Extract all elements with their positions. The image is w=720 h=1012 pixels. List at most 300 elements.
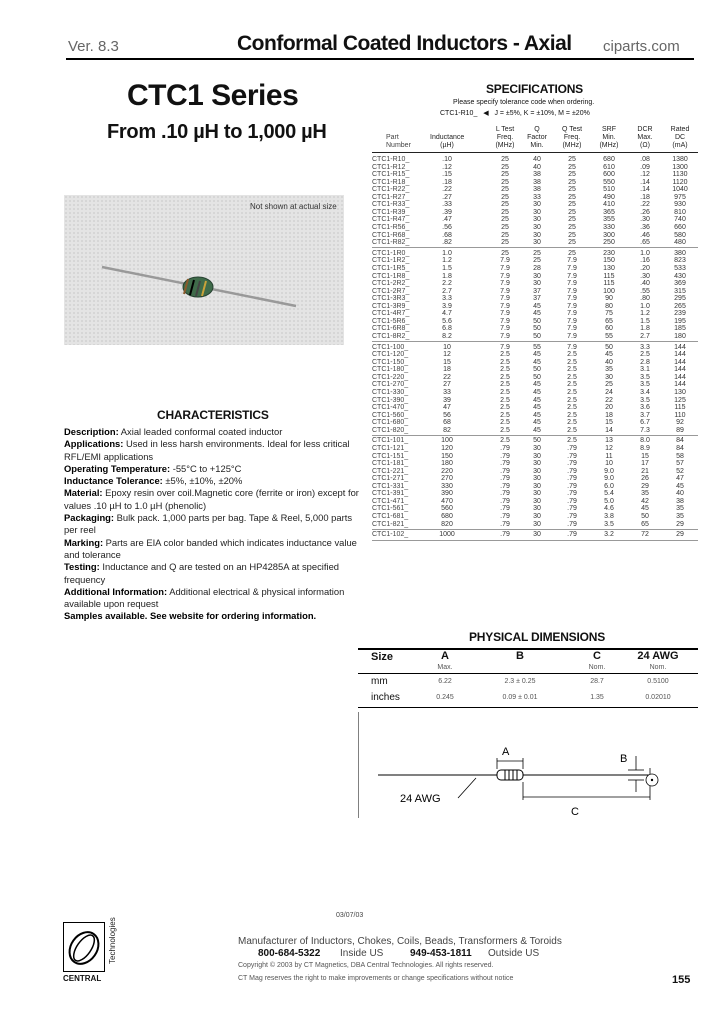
table-cell: 25 bbox=[568, 239, 576, 247]
table-cell: 1.5 bbox=[442, 264, 452, 272]
characteristic-text: Epoxy resin over coil.Magnetic core (ferrite or iron) except for values .10 µH to 1.0 µH (phenolic) bbox=[64, 487, 359, 511]
table-cell: 2.5 bbox=[567, 419, 577, 427]
part-number-cell: CTC1-680_ bbox=[372, 419, 409, 427]
table-cell: 50 bbox=[605, 343, 613, 351]
group-divider bbox=[372, 435, 698, 436]
table-cell: .12 bbox=[640, 171, 650, 179]
column-header: L Test bbox=[495, 126, 515, 133]
table-cell: 740 bbox=[674, 216, 686, 224]
table-cell: 3.2 bbox=[604, 531, 614, 539]
table-cell: 7.9 bbox=[567, 257, 577, 265]
table-cell: 33 bbox=[443, 388, 451, 396]
table-cell: .79 bbox=[567, 505, 577, 513]
table-cell: 30 bbox=[533, 208, 541, 216]
series-title: CTC1 Series bbox=[127, 79, 299, 112]
table-cell: .79 bbox=[500, 475, 510, 483]
part-number-cell: CTC1-150_ bbox=[372, 358, 409, 366]
table-cell: .79 bbox=[500, 490, 510, 498]
table-cell: 30 bbox=[533, 505, 541, 513]
table-cell: 150 bbox=[603, 257, 615, 265]
table-cell: .79 bbox=[500, 520, 510, 528]
table-cell: 25 bbox=[568, 201, 576, 209]
header-divider bbox=[66, 58, 694, 60]
table-cell: .56 bbox=[442, 224, 452, 231]
dim-a-label: A bbox=[502, 746, 510, 758]
table-cell: 2.5 bbox=[500, 396, 510, 404]
table-cell: 2.5 bbox=[640, 351, 650, 359]
table-header-rule bbox=[372, 152, 698, 153]
code-example: CTC1-R10_ bbox=[440, 110, 478, 117]
table-cell: 47 bbox=[443, 404, 451, 411]
dim-c-label: C bbox=[571, 806, 579, 818]
group-divider bbox=[372, 540, 698, 541]
table-cell: .08 bbox=[640, 156, 650, 163]
table-cell: 25 bbox=[501, 231, 509, 239]
table-cell: 7.9 bbox=[500, 310, 510, 318]
table-cell: 2.5 bbox=[500, 358, 510, 366]
dimension-column-subheader: Nom. bbox=[588, 664, 606, 671]
page-title: Conformal Coated Inductors - Axial bbox=[237, 32, 572, 55]
table-cell: .79 bbox=[567, 520, 577, 528]
table-cell: 100 bbox=[441, 437, 453, 445]
table-cell: 300 bbox=[603, 231, 615, 239]
characteristic-item bbox=[64, 561, 360, 586]
table-cell: 144 bbox=[674, 343, 686, 351]
table-cell: .39 bbox=[442, 208, 452, 216]
table-cell: 2.5 bbox=[567, 366, 577, 374]
table-cell: 2.5 bbox=[500, 411, 510, 419]
table-cell: 1300 bbox=[672, 163, 688, 171]
table-cell: 25 bbox=[533, 249, 541, 257]
table-cell: 39 bbox=[443, 396, 451, 404]
table-cell: 22 bbox=[605, 396, 613, 404]
table-cell: 24 bbox=[605, 388, 613, 396]
table-cell: 1.0 bbox=[640, 249, 650, 257]
table-cell: 30 bbox=[533, 520, 541, 528]
table-cell: 365 bbox=[603, 208, 615, 216]
column-header: (MHz) bbox=[562, 142, 582, 149]
dimension-column-header: 24 AWG bbox=[637, 650, 679, 662]
table-cell: 820 bbox=[441, 520, 453, 528]
table-cell: 25 bbox=[568, 216, 576, 224]
table-cell: 30 bbox=[533, 512, 541, 520]
table-cell: 10 bbox=[443, 343, 451, 351]
table-cell: 65 bbox=[605, 317, 613, 325]
table-cell: 380 bbox=[674, 249, 686, 257]
characteristic-label: Operating Temperature: bbox=[64, 462, 171, 474]
table-cell: 30 bbox=[533, 452, 541, 460]
table-cell: 2.5 bbox=[567, 373, 577, 381]
table-cell: 2.5 bbox=[500, 388, 510, 396]
dimension-column-header: A bbox=[441, 650, 449, 662]
table-cell: 80 bbox=[605, 302, 613, 310]
copyright-text: Copyright © 2003 by CT Magnetics, DBA Central Technologies. All rights reserved. bbox=[238, 962, 494, 969]
table-cell: 38 bbox=[676, 497, 684, 505]
part-number-cell: CTC1-R47_ bbox=[372, 216, 410, 224]
table-cell: 25 bbox=[501, 193, 509, 201]
part-number-cell: CTC1-101_ bbox=[372, 437, 409, 445]
table-cell: 40 bbox=[533, 156, 541, 163]
characteristics-list bbox=[64, 426, 360, 623]
table-cell: 11 bbox=[605, 452, 613, 460]
column-header: SRF bbox=[602, 126, 616, 133]
table-cell: 25 bbox=[568, 249, 576, 257]
part-number-cell: CTC1-390_ bbox=[372, 396, 409, 404]
characteristic-text: Used in less harsh environments. Ideal for less critical RFL/EMI applications bbox=[64, 438, 350, 462]
characteristic-item bbox=[64, 487, 360, 512]
table-cell: 2.5 bbox=[500, 381, 510, 389]
table-cell: 30 bbox=[533, 231, 541, 239]
table-cell: .33 bbox=[442, 201, 452, 209]
table-cell: 100 bbox=[603, 287, 615, 295]
table-cell: .36 bbox=[640, 224, 650, 231]
table-cell: .79 bbox=[567, 467, 577, 475]
table-cell: 45 bbox=[605, 351, 613, 359]
phone-international[interactable]: 949-453-1811 bbox=[410, 948, 472, 959]
table-cell: 7.9 bbox=[500, 295, 510, 303]
table-cell: 2.5 bbox=[500, 351, 510, 359]
table-cell: 5.0 bbox=[604, 497, 614, 505]
table-cell: 3.4 bbox=[640, 388, 650, 396]
table-cell: 144 bbox=[674, 381, 686, 389]
table-cell: 29 bbox=[641, 482, 649, 490]
part-number-cell: CTC1-R82_ bbox=[372, 239, 410, 247]
table-cell: 369 bbox=[674, 280, 686, 287]
table-cell: 7.9 bbox=[567, 295, 577, 303]
part-number-cell: CTC1-820_ bbox=[372, 426, 409, 434]
table-cell: 25 bbox=[568, 156, 576, 163]
table-cell: 30 bbox=[533, 467, 541, 475]
table-cell: 7.9 bbox=[500, 257, 510, 265]
table-cell: 30 bbox=[533, 201, 541, 209]
characteristic-item bbox=[64, 610, 360, 622]
table-cell: 1.2 bbox=[442, 257, 452, 265]
table-cell: 57 bbox=[676, 460, 684, 468]
table-cell: 510 bbox=[603, 186, 615, 194]
characteristic-text: Bulk pack. 1,000 parts per bag. Tape & Reel, 5,000 parts per reel bbox=[64, 512, 353, 536]
table-cell: 610 bbox=[603, 163, 615, 171]
group-divider bbox=[372, 529, 698, 530]
table-cell: 45 bbox=[533, 404, 541, 411]
column-header: (µH) bbox=[440, 142, 454, 149]
table-cell: 14 bbox=[605, 426, 613, 434]
table-cell: 2.7 bbox=[442, 287, 452, 295]
table-cell: .79 bbox=[567, 531, 577, 539]
part-number-cell: CTC1-2R2_ bbox=[372, 280, 410, 287]
table-cell: 180 bbox=[674, 332, 686, 340]
characteristic-text: Parts are EIA color banded which indicates inductance value and tolerance bbox=[64, 536, 357, 560]
part-number-cell: CTC1-121_ bbox=[372, 445, 409, 452]
table-cell: 45 bbox=[533, 426, 541, 434]
table-cell: 7.9 bbox=[567, 332, 577, 340]
part-number-cell: CTC1-471_ bbox=[372, 497, 409, 505]
dimensions-header-rule bbox=[358, 673, 698, 674]
wire-gauge-label: 24 AWG bbox=[400, 793, 441, 805]
table-cell: 2.5 bbox=[567, 358, 577, 366]
website-link[interactable]: ciparts.com bbox=[603, 38, 680, 55]
table-cell: 220 bbox=[441, 467, 453, 475]
table-cell: .79 bbox=[500, 505, 510, 513]
table-cell: 35 bbox=[676, 505, 684, 513]
part-number-cell: CTC1-R15_ bbox=[372, 171, 410, 179]
table-cell: 930 bbox=[674, 201, 686, 209]
table-cell: .79 bbox=[567, 460, 577, 468]
table-cell: 58 bbox=[676, 452, 684, 460]
table-cell: 50 bbox=[533, 366, 541, 374]
table-cell: 410 bbox=[603, 201, 615, 209]
column-header: Rated bbox=[670, 126, 690, 133]
characteristic-label: Additional Information: bbox=[64, 585, 168, 597]
table-cell: 2.5 bbox=[500, 437, 510, 445]
table-cell: .18 bbox=[442, 178, 452, 186]
table-cell: .79 bbox=[500, 531, 510, 539]
table-cell: 45 bbox=[533, 396, 541, 404]
table-cell: 45 bbox=[533, 388, 541, 396]
table-cell: 52 bbox=[676, 467, 684, 475]
table-cell: .80 bbox=[640, 295, 650, 303]
table-cell: 25 bbox=[568, 163, 576, 171]
characteristic-item bbox=[64, 586, 360, 611]
table-cell: .30 bbox=[640, 216, 650, 224]
table-cell: 2.5 bbox=[567, 411, 577, 419]
table-cell: 2.2 bbox=[442, 280, 452, 287]
table-cell: .79 bbox=[500, 460, 510, 468]
table-cell: 6.0 bbox=[604, 482, 614, 490]
inductor-photo-icon bbox=[64, 195, 344, 345]
part-number-cell: CTC1-270_ bbox=[372, 381, 409, 389]
characteristic-text: Inductance and Q are tested on an HP4285A at specified frequency bbox=[64, 561, 339, 585]
table-cell: 30 bbox=[533, 531, 541, 539]
central-logo-icon bbox=[63, 922, 105, 972]
part-number-cell: CTC1-R12_ bbox=[372, 163, 410, 171]
table-cell: 7.3 bbox=[640, 426, 650, 434]
phone-us[interactable]: 800-684-5322 bbox=[258, 948, 321, 959]
part-number-cell: CTC1-561_ bbox=[372, 505, 409, 513]
table-cell: 7.9 bbox=[500, 325, 510, 333]
table-cell: 120 bbox=[441, 445, 453, 452]
table-cell: 2.5 bbox=[567, 351, 577, 359]
dimension-column-subheader: Max. bbox=[437, 664, 453, 671]
table-cell: 40 bbox=[676, 490, 684, 498]
characteristic-label: Marking: bbox=[64, 536, 104, 548]
table-cell: 42 bbox=[641, 497, 649, 505]
table-cell: 7.9 bbox=[500, 287, 510, 295]
table-cell: 68 bbox=[443, 419, 451, 427]
table-cell: 239 bbox=[674, 310, 686, 318]
table-cell: 90 bbox=[605, 295, 613, 303]
part-number-cell: CTC1-R22_ bbox=[372, 186, 410, 194]
table-cell: 25 bbox=[533, 257, 541, 265]
table-cell: 56 bbox=[443, 411, 451, 419]
table-cell: 45 bbox=[533, 351, 541, 359]
table-cell: 30 bbox=[533, 490, 541, 498]
table-cell: 330 bbox=[441, 482, 453, 490]
table-cell: 30 bbox=[533, 482, 541, 490]
table-cell: .79 bbox=[500, 497, 510, 505]
table-cell: 25 bbox=[501, 178, 509, 186]
table-cell: 25 bbox=[568, 224, 576, 231]
table-cell: 6.7 bbox=[640, 419, 650, 427]
table-cell: 3.7 bbox=[640, 411, 650, 419]
table-cell: 1000 bbox=[439, 531, 455, 539]
part-number-cell: CTC1-R39_ bbox=[372, 208, 410, 216]
table-cell: 355 bbox=[603, 216, 615, 224]
table-cell: 5.4 bbox=[604, 490, 614, 498]
table-cell: 1.0 bbox=[442, 249, 452, 257]
table-cell: 72 bbox=[641, 531, 649, 539]
product-photo bbox=[64, 195, 344, 345]
table-cell: 265 bbox=[674, 302, 686, 310]
table-cell: .79 bbox=[500, 467, 510, 475]
table-cell: 92 bbox=[676, 419, 684, 427]
table-cell: 8.9 bbox=[640, 445, 650, 452]
table-cell: .16 bbox=[640, 257, 650, 265]
table-cell: .79 bbox=[500, 452, 510, 460]
table-cell: .79 bbox=[567, 452, 577, 460]
table-cell: 430 bbox=[674, 272, 686, 280]
table-cell: 390 bbox=[441, 490, 453, 498]
table-cell: 50 bbox=[533, 325, 541, 333]
table-cell: 25 bbox=[501, 216, 509, 224]
table-cell: .79 bbox=[500, 512, 510, 520]
table-cell: 2.5 bbox=[500, 373, 510, 381]
table-cell: .79 bbox=[567, 475, 577, 483]
table-cell: 84 bbox=[676, 445, 684, 452]
characteristic-item bbox=[64, 475, 360, 487]
table-cell: 75 bbox=[605, 310, 613, 318]
table-cell: 25 bbox=[568, 178, 576, 186]
table-cell: .18 bbox=[640, 193, 650, 201]
table-cell: 30 bbox=[533, 460, 541, 468]
table-cell: 2.5 bbox=[500, 366, 510, 374]
table-cell: .79 bbox=[567, 482, 577, 490]
table-cell: 29 bbox=[676, 531, 684, 539]
table-cell: 7.9 bbox=[567, 280, 577, 287]
table-cell: 7.9 bbox=[567, 343, 577, 351]
table-cell: .12 bbox=[442, 163, 452, 171]
characteristic-item bbox=[64, 463, 360, 475]
column-header: Min. bbox=[530, 142, 544, 149]
table-cell: 3.1 bbox=[640, 366, 650, 374]
table-cell: 270 bbox=[441, 475, 453, 483]
table-cell: 10 bbox=[605, 460, 613, 468]
dimension-unit: inches bbox=[371, 692, 400, 703]
table-cell: 2.5 bbox=[567, 396, 577, 404]
table-cell: 144 bbox=[674, 373, 686, 381]
column-header: (MHz) bbox=[495, 142, 515, 149]
table-cell: 490 bbox=[603, 193, 615, 201]
arrow-left-icon: ◀ bbox=[479, 110, 493, 117]
table-cell: .30 bbox=[640, 272, 650, 280]
table-cell: 30 bbox=[533, 497, 541, 505]
table-cell: 9.0 bbox=[604, 475, 614, 483]
physical-dimensions-heading: PHYSICAL DIMENSIONS bbox=[469, 630, 605, 644]
group-divider bbox=[372, 247, 698, 248]
table-cell: 15 bbox=[641, 452, 649, 460]
table-cell: 25 bbox=[501, 239, 509, 247]
table-cell: 35 bbox=[605, 366, 613, 374]
table-cell: 560 bbox=[441, 505, 453, 513]
table-cell: 230 bbox=[603, 249, 615, 257]
column-header: Q Test bbox=[561, 126, 583, 133]
table-cell: 26 bbox=[641, 475, 649, 483]
characteristic-item bbox=[64, 438, 360, 463]
part-number-cell: CTC1-102_ bbox=[372, 531, 409, 539]
table-cell: 50 bbox=[641, 512, 649, 520]
table-cell: 25 bbox=[568, 208, 576, 216]
dimension-column-header: C bbox=[593, 650, 601, 662]
table-cell: 810 bbox=[674, 208, 686, 216]
column-header: Part bbox=[386, 134, 399, 141]
table-cell: 330 bbox=[603, 224, 615, 231]
dimension-value: 0.02010 bbox=[645, 694, 671, 701]
group-divider bbox=[372, 341, 698, 342]
column-header: Number bbox=[386, 142, 411, 149]
table-cell: 7.9 bbox=[500, 280, 510, 287]
table-cell: 144 bbox=[674, 351, 686, 359]
tolerance-note: Please specify tolerance code when ordering. bbox=[453, 99, 595, 106]
table-cell: 115 bbox=[603, 280, 615, 287]
part-number-cell: CTC1-R18_ bbox=[372, 178, 410, 186]
table-cell: 27 bbox=[443, 381, 451, 389]
table-cell: 680 bbox=[603, 156, 615, 163]
table-cell: 4.6 bbox=[604, 505, 614, 513]
table-cell: 823 bbox=[674, 257, 686, 265]
part-number-cell: CTC1-1R2_ bbox=[372, 257, 410, 265]
table-cell: 60 bbox=[605, 325, 613, 333]
part-number-cell: CTC1-181_ bbox=[372, 460, 409, 468]
table-cell: 45 bbox=[533, 411, 541, 419]
table-cell: 38 bbox=[533, 186, 541, 194]
table-cell: 3.3 bbox=[640, 343, 650, 351]
table-cell: 2.5 bbox=[567, 404, 577, 411]
table-cell: 45 bbox=[533, 302, 541, 310]
table-cell: .47 bbox=[442, 216, 452, 224]
table-cell: .10 bbox=[442, 156, 452, 163]
table-cell: .46 bbox=[640, 231, 650, 239]
table-cell: 7.9 bbox=[567, 317, 577, 325]
table-cell: 8.2 bbox=[442, 332, 452, 340]
table-cell: 25 bbox=[568, 186, 576, 194]
dimension-value: 0.5100 bbox=[647, 678, 669, 685]
table-cell: 550 bbox=[603, 178, 615, 186]
table-cell: 195 bbox=[674, 317, 686, 325]
dimension-value: 1.35 bbox=[590, 694, 604, 701]
table-cell: 180 bbox=[441, 460, 453, 468]
table-cell: 315 bbox=[674, 287, 686, 295]
part-number-cell: CTC1-1R8_ bbox=[372, 272, 410, 280]
table-cell: 3.6 bbox=[640, 404, 650, 411]
table-cell: 2.5 bbox=[567, 381, 577, 389]
table-cell: 89 bbox=[676, 426, 684, 434]
dimension-column-header: B bbox=[516, 650, 524, 662]
table-cell: 7.9 bbox=[500, 343, 510, 351]
column-header: Max. bbox=[637, 134, 653, 141]
table-cell: 25 bbox=[568, 193, 576, 201]
table-cell: 130 bbox=[603, 264, 615, 272]
table-cell: 1.0 bbox=[640, 302, 650, 310]
table-cell: 7.9 bbox=[567, 287, 577, 295]
table-cell: 45 bbox=[533, 310, 541, 318]
table-cell: 18 bbox=[443, 366, 451, 374]
dimension-value: 0.245 bbox=[436, 694, 454, 701]
characteristic-label: Packaging: bbox=[64, 512, 115, 524]
table-cell: 45 bbox=[533, 358, 541, 366]
characteristic-text: Additional electrical & physical information available upon request bbox=[64, 585, 345, 610]
table-cell: 55 bbox=[605, 332, 613, 340]
table-cell: 30 bbox=[533, 272, 541, 280]
table-cell: .22 bbox=[640, 201, 650, 209]
